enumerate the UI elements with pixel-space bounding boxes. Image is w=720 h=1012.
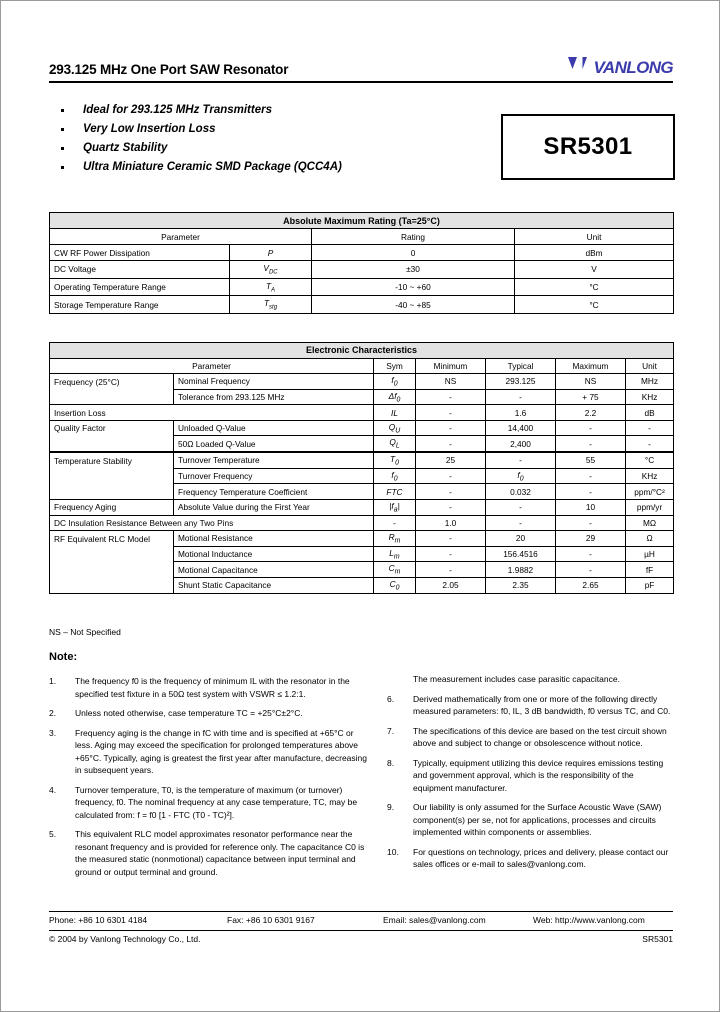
cell-group: Insertion Loss [50, 405, 374, 421]
column-header-sym: Sym [374, 358, 416, 374]
column-header-unit: Unit [626, 358, 674, 374]
cell-min: 1.0 [416, 515, 486, 531]
cell-min: 2.05 [416, 578, 486, 594]
table-row [50, 452, 674, 468]
cell-unit: MHz [626, 374, 674, 390]
cell-typ: $f_0$ [486, 468, 556, 484]
cell-min: - [416, 531, 486, 547]
cell-max: - [556, 515, 626, 531]
cell-min: NS [416, 374, 486, 390]
column-header-maximum: Maximum [556, 358, 626, 374]
cell-unit: °C [626, 452, 674, 468]
cell-min: - [416, 484, 486, 500]
note-text: The measurement includes case parasitic capacitance. [413, 674, 620, 684]
cell-unit: Ω [626, 531, 674, 547]
note-item [49, 675, 367, 700]
cell-symbol: $\Delta f_0$ [374, 389, 416, 405]
cell-typ: 2,400 [486, 436, 556, 452]
cell-max: + 75 [556, 389, 626, 405]
footer-divider-bottom [49, 930, 673, 931]
cell-group: Frequency Aging [50, 499, 174, 515]
cell-unit: ppm/yr [626, 499, 674, 515]
cell-typ: 0.032 [486, 484, 556, 500]
note-text: This equivalent RLC model approximates resonator performance near the resonant frequency and is provided for reference only. The capacitance C0 is the measured static (nonmotional) capacitance between input terminal and ground or output terminal and ground. [75, 829, 365, 877]
footer-copyright: © 2004 by Vanlong Technology Co., Ltd. [49, 934, 201, 944]
cell-typ: - [486, 452, 556, 468]
cell-symbol: $T_{stg}$ [230, 296, 312, 314]
cell-max: - [556, 420, 626, 436]
cell-max: 2.65 [556, 578, 626, 594]
feature-list [49, 101, 469, 177]
note-item [387, 801, 673, 839]
vanlong-mark-icon [568, 57, 590, 77]
note-text: The specifications of this device are based on the test circuit shown above and subject to change or obsolescence without notice. [413, 725, 667, 748]
column-header-typical: Typical [486, 358, 556, 374]
cell-parameter: 50Ω Loaded Q-Value [174, 436, 374, 452]
cell-symbol: $f_0$ [374, 468, 416, 484]
note-number: 8. [387, 757, 395, 768]
cell-max: 55 [556, 452, 626, 468]
notes-column-right [387, 673, 673, 878]
cell-parameter: Motional Inductance [174, 546, 374, 562]
notes-column-left [49, 675, 367, 885]
cell-unit: V [515, 261, 674, 279]
cell-unit: °C [515, 278, 674, 296]
cell-parameter: Turnover Frequency [174, 468, 374, 484]
cell-unit: - [626, 436, 674, 452]
cell-min: - [416, 389, 486, 405]
cell-max: - [556, 546, 626, 562]
note-item [49, 828, 367, 878]
cell-unit: µH [626, 546, 674, 562]
column-header-parameter: Parameter [50, 229, 312, 245]
footer-email[interactable]: Email: sales@vanlong.com [383, 915, 486, 925]
absolute-maximum-rating-section [49, 212, 674, 314]
cell-max: NS [556, 374, 626, 390]
cell-parameter: Unloaded Q-Value [174, 420, 374, 436]
note-item [49, 727, 367, 777]
cell-max: - [556, 436, 626, 452]
cell-parameter: Tolerance from 293.125 MHz [174, 389, 374, 405]
cell-unit: - [626, 420, 674, 436]
electronic-characteristics-table [49, 342, 674, 594]
cell-parameter: Storage Temperature Range [50, 296, 230, 314]
cell-parameter: CW RF Power Dissipation [50, 245, 230, 261]
cell-parameter: Turnover Temperature [174, 452, 374, 468]
cell-typ: 293.125 [486, 374, 556, 390]
cell-group: Temperature Stability [50, 452, 174, 468]
table-title: Electronic Characteristics [50, 343, 674, 359]
vanlong-wordmark: VANLONG [593, 57, 673, 77]
note-number: 1. [49, 676, 57, 686]
cell-symbol: $V_{DC}$ [230, 261, 312, 279]
cell-unit: pF [626, 578, 674, 594]
table-row [50, 296, 674, 314]
table-row [50, 436, 674, 452]
cell-max: 2.2 [556, 405, 626, 421]
note-number: 10. [387, 846, 399, 857]
note-number: 4. [49, 784, 57, 795]
cell-typ: 1.6 [486, 405, 556, 421]
note-number: 7. [387, 725, 395, 736]
cell-symbol: $C_0$ [374, 578, 416, 594]
cell-parameter: DC Voltage [50, 261, 230, 279]
column-header-minimum: Minimum [416, 358, 486, 374]
ns-legend: NS – Not Specified [49, 627, 121, 637]
footer-doc-code: SR5301 [642, 934, 673, 944]
vanlong-logo [568, 57, 673, 78]
cell-min: - [416, 562, 486, 578]
note-text: Turnover temperature, T0, is the temperature of maximum (or turnover) frequency, f0. The nominal frequency at any case temperature, TC, may be calculated from: f = f0 [1 - FTC (T0 - TC)²]. [75, 784, 358, 820]
table-row [50, 562, 674, 578]
table-title: Absolute Maximum Rating (Ta=25°C) [50, 213, 674, 229]
cell-group [50, 546, 174, 562]
footer-phone: Phone: +86 10 6301 4184 [49, 915, 148, 925]
table-header-row [50, 358, 674, 374]
table-row [50, 405, 674, 421]
page-title: 293.125 MHz One Port SAW Resonator [49, 62, 289, 78]
cell-symbol: P [230, 245, 312, 261]
note-item [387, 725, 673, 750]
electronic-characteristics-section [49, 342, 674, 594]
cell-parameter: Shunt Static Capacitance [174, 578, 374, 594]
list-item: Ultra Miniature Ceramic SMD Package (QCC4A) [49, 158, 469, 177]
cell-symbol: $f_0$ [374, 374, 416, 390]
cell-symbol: - [374, 515, 416, 531]
cell-typ: - [486, 515, 556, 531]
cell-parameter: Nominal Frequency [174, 374, 374, 390]
cell-group: Quality Factor [50, 420, 174, 436]
cell-symbol: $|f_a|$ [374, 499, 416, 515]
table-row [50, 278, 674, 296]
table-row [50, 546, 674, 562]
note-item [387, 673, 673, 686]
table-row [50, 468, 674, 484]
table-row [50, 245, 674, 261]
cell-symbol: FTC [374, 484, 416, 500]
table-row [50, 515, 674, 531]
cell-symbol: $Q_L$ [374, 436, 416, 452]
column-header-rating: Rating [312, 229, 515, 245]
cell-rating: 0 [312, 245, 515, 261]
table-row [50, 261, 674, 279]
table-title-row [50, 213, 674, 229]
cell-group [50, 468, 174, 484]
note-number: 3. [49, 727, 57, 738]
table-row [50, 484, 674, 500]
cell-max: - [556, 468, 626, 484]
cell-min: - [416, 436, 486, 452]
table-row [50, 389, 674, 405]
list-item: Ideal for 293.125 MHz Transmitters [49, 101, 469, 120]
cell-unit: dB [626, 405, 674, 421]
table-row [50, 420, 674, 436]
cell-group: RF Equivalent RLC Model [50, 531, 174, 547]
cell-symbol: $R_m$ [374, 531, 416, 547]
cell-typ: 20 [486, 531, 556, 547]
part-number-label: SR5301 [543, 133, 633, 160]
cell-group [50, 389, 174, 405]
cell-unit: ppm/°C² [626, 484, 674, 500]
cell-parameter: Operating Temperature Range [50, 278, 230, 296]
cell-rating: ±30 [312, 261, 515, 279]
cell-typ: 2.35 [486, 578, 556, 594]
cell-symbol: $L_m$ [374, 546, 416, 562]
notes-heading: Note: [49, 651, 78, 663]
cell-min: - [416, 546, 486, 562]
note-text: Our liability is only assumed for the Surface Acoustic Wave (SAW) component(s) per se, not for applications, processes and circuits implemented within components or assemblies. [413, 802, 662, 837]
note-text: Frequency aging is the change in fC with time and is specified at +65°C or less. Aging may exceed the specification for prolonged temperatures above +65°C. Typically, aging is greatest the first year after manufacture, decreasing in subsequent years. [75, 727, 367, 775]
note-text: For questions on technology, prices and delivery, please contact our sales offices or e-mail to sales@vanlong.com. [413, 846, 669, 869]
note-text: Unless noted otherwise, case temperature TC = +25°C±2°C. [75, 708, 303, 718]
note-number: 6. [387, 693, 395, 704]
cell-symbol: $T_A$ [230, 278, 312, 296]
cell-max: - [556, 484, 626, 500]
table-row [50, 578, 674, 594]
cell-typ: - [486, 389, 556, 405]
cell-rating: -10 ~ +60 [312, 278, 515, 296]
cell-rating: -40 ~ +85 [312, 296, 515, 314]
cell-min: - [416, 499, 486, 515]
cell-typ: 1.9882 [486, 562, 556, 578]
cell-min: 25 [416, 452, 486, 468]
absolute-maximum-rating-table [49, 212, 674, 314]
note-text: Typically, equipment utilizing this device requires emissions testing and government approval, which is the responsibility of the equipment manufacturer. [413, 757, 664, 793]
note-text: Derived mathematically from one or more of the following directly measured parameters: f0, IL, 3 dB bandwidth, f0 versus TC, and C0. [413, 693, 671, 716]
cell-group: Frequency (25°C) [50, 374, 174, 390]
cell-symbol: IL [374, 405, 416, 421]
cell-unit: dBm [515, 245, 674, 261]
cell-symbol: $Q_U$ [374, 420, 416, 436]
page-header [49, 57, 673, 83]
note-item [387, 693, 673, 718]
note-number: 2. [49, 708, 57, 718]
table-row [50, 499, 674, 515]
footer-web[interactable]: Web: http://www.vanlong.com [533, 915, 645, 925]
cell-group [50, 562, 174, 578]
footer-legal-row [49, 934, 673, 944]
cell-symbol: $C_m$ [374, 562, 416, 578]
note-item [387, 757, 673, 795]
table-header-row [50, 229, 674, 245]
cell-parameter: Absolute Value during the First Year [174, 499, 374, 515]
cell-max: - [556, 562, 626, 578]
footer-divider-top [49, 911, 673, 912]
cell-unit: °C [515, 296, 674, 314]
cell-typ: - [486, 499, 556, 515]
cell-parameter: Motional Resistance [174, 531, 374, 547]
list-item: Very Low Insertion Loss [49, 120, 469, 139]
cell-unit: KHz [626, 468, 674, 484]
table-title-row [50, 343, 674, 359]
note-number: 9. [387, 802, 395, 812]
cell-min: - [416, 420, 486, 436]
column-header-unit: Unit [515, 229, 674, 245]
column-header-parameter: Parameter [50, 358, 374, 374]
footer-contact-row [49, 915, 673, 925]
cell-max: 29 [556, 531, 626, 547]
cell-max: 10 [556, 499, 626, 515]
table-row [50, 531, 674, 547]
cell-unit: fF [626, 562, 674, 578]
cell-min: - [416, 405, 486, 421]
cell-group [50, 436, 174, 452]
note-item [387, 846, 673, 871]
cell-symbol: $T_0$ [374, 452, 416, 468]
cell-unit: KHz [626, 389, 674, 405]
cell-group: DC Insulation Resistance Between any Two Pins [50, 515, 374, 531]
cell-min: - [416, 468, 486, 484]
note-item [49, 784, 367, 822]
cell-parameter: Motional Capacitance [174, 562, 374, 578]
note-item [49, 707, 367, 720]
part-number-box [501, 114, 675, 180]
table-row [50, 374, 674, 390]
cell-group [50, 578, 174, 594]
cell-unit: MΩ [626, 515, 674, 531]
note-number: 5. [49, 829, 57, 839]
footer-fax: Fax: +86 10 6301 9167 [227, 915, 315, 925]
cell-typ: 14,400 [486, 420, 556, 436]
cell-parameter: Frequency Temperature Coefficient [174, 484, 374, 500]
note-text: The frequency f0 is the frequency of minimum IL with the resonator in the specified test fixture in a 50Ω test system with VSWR ≤ 1.2:1. [75, 676, 350, 699]
list-item: Quartz Stability [49, 139, 469, 158]
cell-typ: 156.4516 [486, 546, 556, 562]
cell-group [50, 484, 174, 500]
